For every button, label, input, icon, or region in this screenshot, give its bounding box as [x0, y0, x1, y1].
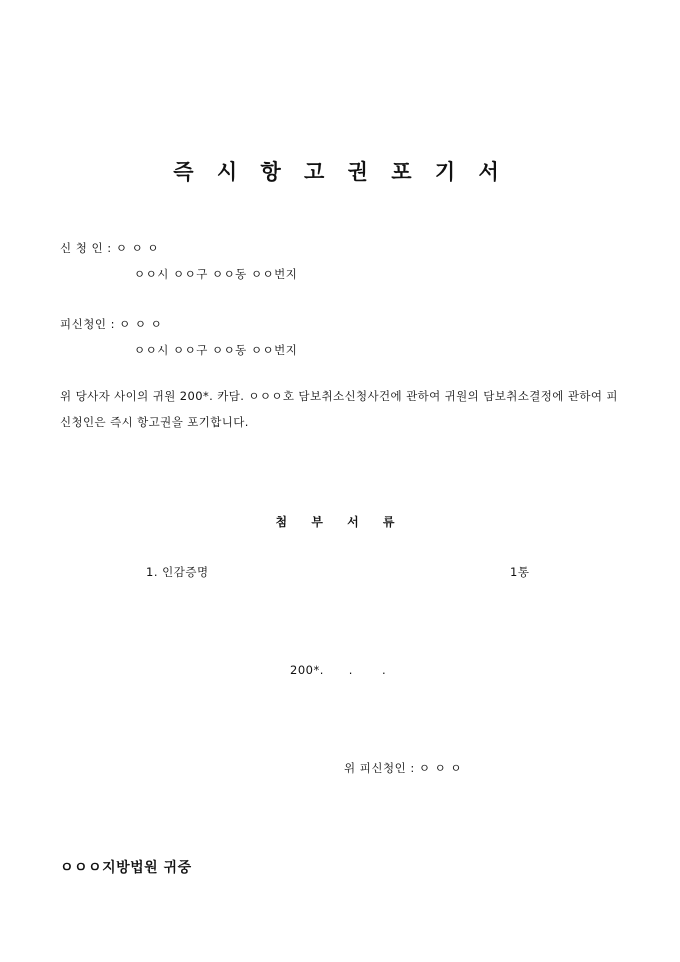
applicant-address: ㅇㅇ시 ㅇㅇ구 ㅇㅇ동 ㅇㅇ번지	[134, 267, 298, 281]
respondent-name: ㅇ ㅇ ㅇ	[119, 317, 163, 331]
body-paragraph: 위 당사자 사이의 귀원 200*. 카담. ㅇㅇㅇ호 담보취소신청사건에 관하여 귀원의 담보취소결정에 관하여 피신청인은 즉시 항고권을 포기합니다.	[60, 389, 618, 429]
court-addressee: ㅇㅇㅇ지방법원 귀중	[60, 860, 192, 876]
applicant-label: 신 청 인 :	[60, 241, 116, 255]
document-title: 즉 시 항 고 권 포 기 서	[173, 159, 507, 184]
respondent-address: ㅇㅇ시 ㅇㅇ구 ㅇㅇ동 ㅇㅇ번지	[134, 343, 298, 357]
attachments-title: 첨 부 서 류	[275, 515, 405, 529]
applicant-name: ㅇ ㅇ ㅇ	[115, 241, 159, 255]
signer-line	[344, 760, 462, 776]
attachment-item-name: 1. 인감증명	[146, 565, 209, 579]
applicant-line	[60, 240, 159, 256]
signer-name: ㅇ ㅇ ㅇ	[418, 761, 463, 775]
document-date: 200*. . .	[290, 663, 387, 677]
respondent-label: 피신청인 :	[60, 317, 120, 331]
respondent-line	[60, 316, 162, 332]
attachment-item-count: 1통	[510, 565, 530, 579]
signer-label: 위 피신청인 :	[344, 761, 419, 775]
